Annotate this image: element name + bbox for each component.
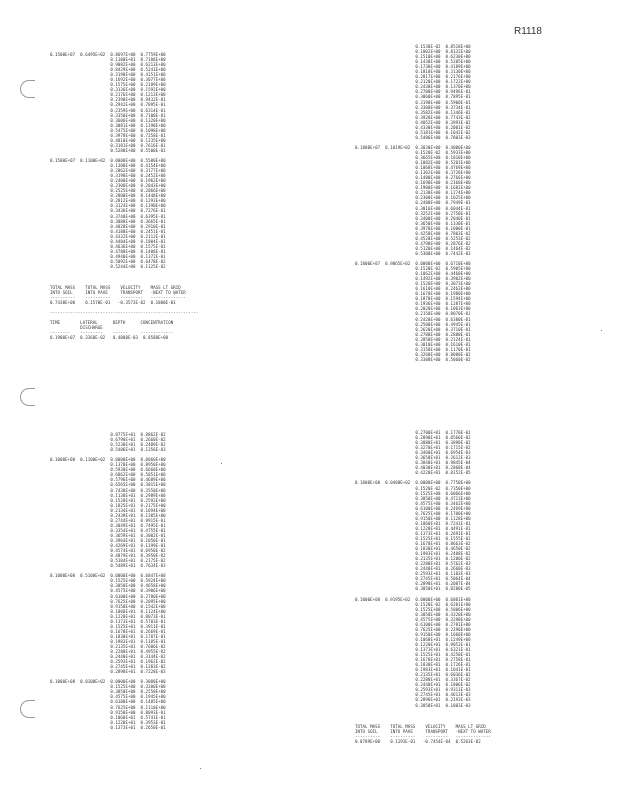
printout-line: 0.2800E+00 0.1448E+00: [50, 193, 166, 199]
printout-line: 0.3978E+00 0.1000E-01: [355, 225, 471, 231]
printout-line: 0.1373E+01 0.2650E-01: [50, 724, 166, 730]
printout-line: 0.1525E+01 0.1555E-01: [355, 535, 471, 541]
printout-line: 0.3050E+00 0.4320E+00: [355, 611, 471, 617]
printout-line: 0.3650E+00 0.1330E-01: [355, 220, 471, 226]
printout-line: 0.2480E+00 0.7949E-01: [355, 200, 471, 206]
printout-line: 0.2176E+00 0.1213E+00: [50, 92, 166, 98]
printout-line: 0.3380E+00 0.5060E-02: [355, 356, 471, 362]
printout-line: 0.1575E+00 0.2189E+00: [50, 82, 166, 88]
printout-line: 0.2593E+01 0.1962E-02: [50, 659, 166, 665]
printout-line: 0.2898E+01 0.2087E-04: [355, 581, 471, 587]
printout-line: 0.1800E+07 0.9065E+02 0.0000E+00 0.6710E+00: [355, 261, 471, 267]
printout-line: 0.4220E+01 0.8152E-05: [355, 470, 471, 476]
printout-line: 0.1520E-02 0.5905E+00: [355, 266, 471, 272]
printout-line: 0.6100E+00 0.2469E+00: [355, 505, 471, 511]
printout-line: 0.6565E+00 0.3815E+00: [50, 482, 166, 488]
printout-line: 0.1800E+07 0.1019E+02 0.3030E+00 0.4000E+00: [355, 144, 471, 150]
printout-line: 0.1220E+01 0.9052E-01: [355, 641, 471, 647]
printout-line: 0.2020E+00 0.1063E+00: [355, 306, 471, 312]
printout-line: 0.1068E+01 0.1249E+00: [355, 636, 471, 642]
printout-line: 0.3650E+01 0.2612E-03: [355, 455, 471, 461]
printout-line: 0.3050E+00 0.2550E+00: [50, 689, 166, 695]
printout-line: 0.3659E+01 0.3002E-01: [50, 532, 166, 538]
printout-line: 0.4574E+01 0.6950E-02: [50, 548, 166, 554]
printout-line: 0.2700E+00 0.9496E-01: [355, 89, 471, 95]
printout-line: 0.8775E+01 0.8862E-02: [50, 432, 166, 437]
printout-line: -------- --------- ------ -------------: [50, 330, 174, 336]
printout-line: 0.3050E+01 0.1003E-03: [355, 702, 471, 708]
printout-line: 0.8789E+00 0.1193E-01 -0.7454E-04 0.5263E-02: [355, 739, 481, 745]
printout-line: 0.3436E+00 0.7276E-01: [50, 208, 166, 214]
printout-line: 0.3124E+00 0.1190E+00: [50, 203, 166, 209]
printout-line: 0.4575E+00 0.3462E+00: [355, 500, 471, 506]
printout-line: 0.3190E+00 0.5900E-01: [355, 99, 471, 105]
printout-line: 0.4940E+00 0.1372E-01: [50, 253, 166, 259]
printout-line: 0.1500E+07 0.1100E+02 0.0000E+00 0.5500E+00: [50, 157, 166, 163]
printout-line: 0.4180E+00 0.2451E-01: [50, 228, 166, 234]
printout-line: 0.1525E+01 0.4250E-01: [355, 652, 471, 658]
printout-line: 0.3252E+00 0.2750E-01: [355, 210, 471, 216]
printout-line: 0.1082E+00 0.5201E+00: [355, 160, 471, 166]
printout-line: 0.3050E+00 0.4713E+00: [355, 495, 471, 501]
printout-line: 0.2135E+01 0.1200E-02: [355, 556, 471, 562]
printout-line: 0.1983E+01 0.2408E-02: [355, 551, 471, 557]
printout-line: 0.1670E+00 0.1980E+00: [355, 291, 471, 297]
printout-line: 0.2620E+00 0.3710E-01: [355, 326, 471, 332]
printout-line: 0.7430E+00 0.1570E-01 -0.3573E-02 0.1800E-01: [50, 300, 176, 306]
printout-line: 0.1068E+01 0.7241E-01: [355, 520, 471, 526]
printout-line: 0.2745E+01 0.4613E-03: [355, 692, 471, 698]
printout-line: TIME LATERAL DEPTH CONCENTRATION: [50, 320, 174, 326]
printout-line: 0.1525E+00 0.6066E+00: [355, 490, 471, 496]
printout-line: 0.3050E+01 0.8280E-05: [355, 586, 471, 592]
printout-line: 0.5300E+00 0.7442E-03: [355, 250, 471, 256]
printout-line: 0.3888E+00 0.3665E-01: [50, 218, 166, 224]
printout-line: 0.1678E+01 0.2758E-01: [355, 657, 471, 663]
printout-line: 0.1525E+01 0.3911E-01: [50, 623, 166, 629]
printout-line: 0.3081E+00 0.1190E+00: [50, 122, 166, 128]
printout-line: 0.4052E+00 0.3991E-02: [355, 119, 471, 125]
printout-line: 0.3080E+01 0.3890E-02: [355, 440, 471, 446]
printout-line: 0.2135E+01 0.7686E-02: [50, 643, 166, 649]
printout-line: 0.1525E+00 0.5924E+00: [50, 578, 166, 584]
printout-line: 0.5244E+00 0.1125E-02: [50, 263, 166, 269]
top-left-summary-block: [50, 285, 198, 341]
printout-line: 0.6862E+00 0.5851E+00: [50, 472, 166, 478]
printout-line: 0.3260E+00 0.8080E-02: [355, 351, 471, 357]
printout-line: 0.5489E+01 0.7634E-03: [50, 563, 166, 569]
speck-mark: [200, 768, 201, 769]
printout-line: 0.1373E+01 0.6321E-01: [355, 647, 471, 653]
printout-line: 0.4028E+00 0.2910E-01: [50, 223, 166, 229]
printout-line: 0.2430E+00 0.1370E+00: [355, 84, 471, 90]
printout-line: 0.2288E+01 0.3367E-02: [355, 677, 471, 683]
printout-line: 0.1810E+00 0.3130E+00: [355, 69, 471, 75]
printout-line: 0.2440E+01 0.2660E-03: [355, 566, 471, 572]
printout-line: 0.2300E+00 0.1025E+00: [355, 195, 471, 201]
bottom-right-summary-block: [355, 724, 491, 744]
printout-line: 0.1300E+00 0.4154E+00: [50, 163, 166, 169]
printout-line: 0.2017E+00 0.2176E+00: [355, 74, 471, 80]
printout-line: 0.5120E+00 0.1464E-02: [355, 245, 471, 251]
printout-line: 0.2398E+00 0.9432E-01: [50, 97, 166, 103]
printout-line: 0.5280E+00 0.5500E-01: [50, 147, 166, 153]
printout-line: 0.1520E-02 0.5933E+00: [355, 149, 471, 155]
printout-line: 0.1530E-02 0.8518E+00: [355, 44, 471, 49]
printout-line: 0.6100E+00 0.1485E+00: [50, 699, 166, 705]
printout-line: 0.1520E+00 0.3073E+00: [355, 281, 471, 287]
printout-line: 0.1068E+01 0.5741E-01: [50, 714, 166, 720]
printout-line: 0.2525E+00 0.2066E+00: [50, 188, 166, 194]
printout-line: 0.1370E+00 0.8950E+00: [50, 462, 166, 468]
printout-line: 0.1520E-02 0.7350E+00: [355, 485, 471, 491]
printout-line: 0.1068E+00 0.4769E+00: [355, 165, 471, 171]
printout-line: 0.4575E+00 0.1945E+00: [50, 694, 166, 700]
printout-line: 0.1000E+08 0.1100E+02 0.0000E+00 0.0060E+00: [50, 457, 166, 463]
printout-line: 0.4790E+00 0.2876E-02: [355, 240, 471, 246]
page-id-label: R1118: [514, 26, 542, 37]
printout-line: 0.1500E+07 0.6495E+02 0.8697E+00 0.7759E+00: [50, 52, 166, 57]
printout-line: 0.2744E+01 0.9915E-01: [50, 517, 166, 523]
printout-line: 0.7625E+00 0.1110E+00: [50, 704, 166, 710]
binder-hole-marker: [20, 700, 35, 718]
printout-line: 0.1525E+00 0.5006E+00: [355, 606, 471, 612]
printout-line: 0.3964E+01 0.1850E-01: [50, 537, 166, 543]
binder-hole-marker: [20, 388, 35, 406]
printout-line: 0.3350E+00 0.7100E-01: [50, 112, 166, 118]
printout-line: 0.2130E+00 0.1274E+00: [355, 190, 471, 196]
printout-line: 0.4330E+00 0.2001E-02: [355, 124, 471, 130]
printout-line: ---------- ---------- --------- --------------: [50, 295, 186, 301]
printout-line: 0.4250E+00 0.7803E-02: [355, 230, 471, 236]
printout-line: 0.7625E+00 0.2290E+00: [355, 626, 471, 632]
printout-line: 0.3181E+00 0.7616E-01: [50, 142, 166, 148]
printout-line: 0.6100E+00 0.2780E+00: [50, 593, 166, 599]
printout-line: 0.2288E+01 0.4955E-02: [50, 649, 166, 655]
printout-line: 0.2745E+01 0.1203E-02: [50, 664, 166, 670]
printout-line: 0.1830E+01 0.1726E-01: [355, 662, 471, 668]
printout-line: 0.2288E+01 0.5762E-03: [355, 561, 471, 567]
printout-line: 0.2308E+00 0.2043E+00: [50, 183, 166, 189]
printout-line: 0.4484E+00 0.1804E-01: [50, 238, 166, 244]
printout-line: 0.3920E+00 0.7743E-02: [355, 114, 471, 120]
printout-line: 0.2134E+01 0.1694E+00: [50, 507, 166, 513]
printout-line: 0.1520E-02 0.6201E+00: [355, 601, 471, 607]
printout-line: 0.7625E+00 0.1700E+00: [355, 510, 471, 516]
printout-line: 0.2812E+00 0.1293E+00: [50, 198, 166, 204]
binder-hole-marker: [20, 80, 35, 98]
printout-line: 0.1528E+01 0.2592E+00: [50, 497, 166, 503]
printout-line: 0.9082E+00 0.6213E+00: [50, 62, 166, 68]
printout-line: 0.6790E+01 0.2660E-02: [50, 437, 166, 443]
printout-line: 0.3016E+00 0.6044E-01: [355, 205, 471, 211]
printout-line: 0.3050E+00 0.4658E+00: [50, 583, 166, 589]
printout-line: 0.4879E+01 0.3950E-02: [50, 553, 166, 559]
printout-line: 0.2400E+00 0.1962E+00: [50, 178, 166, 184]
printout-line: 0.3582E+00 0.1346E-01: [355, 109, 471, 115]
printout-line: 0.4636E+00 0.1575E-01: [50, 243, 166, 249]
printout-line: 0.2359E+00 0.6314E-01: [50, 107, 166, 113]
printout-line: 0.5796E+00 0.4689E+00: [50, 477, 166, 483]
printout-line: 0.1610E+00 0.2463E+00: [355, 286, 471, 292]
printout-line: 0.3606E+00 0.1320E+00: [50, 117, 166, 123]
printout-line: 0.1870E+00 0.1594E+00: [355, 296, 471, 302]
printout-line: 0.1830E+01 0.4650E-02: [355, 546, 471, 552]
printout-line: 0.2780E+00 0.2880E-01: [355, 331, 471, 337]
bottom-right-data-block: [355, 430, 471, 708]
printout-line: 0.2440E+01 0.3144E-02: [50, 654, 166, 660]
printout-line: 0.3198E+00 0.2452E+00: [50, 173, 166, 179]
printout-line: 0.3049E+01 0.7495E-01: [50, 522, 166, 528]
printout-line: 0.1678E+01 0.2669E-01: [50, 628, 166, 634]
printout-line: 0.4575E+00 0.3906E+00: [50, 588, 166, 594]
printout-line: 0.1900E+00 0.1682E+00: [355, 185, 471, 191]
printout-line: 0.1373E+01 0.2691E-01: [355, 530, 471, 536]
top-right-data-block: [355, 44, 471, 362]
printout-line: 0.3150E+00 0.1170E-01: [355, 346, 471, 352]
printout-line: 0.1492E+00 0.3902E+00: [355, 276, 471, 282]
printout-line: 0.5930E+00 0.6660E+00: [50, 467, 166, 473]
printout-line: 0.2440E+01 0.1806E-02: [355, 682, 471, 688]
printout-line: 0.2890E+01 0.8560E-02: [355, 435, 471, 441]
printout-line: 0.7625E+00 0.2095E+00: [50, 598, 166, 604]
printout-line: 0.2062E+00 0.3177E+00: [50, 168, 166, 174]
printout-line: 0.2120E+00 0.1722E+00: [355, 79, 471, 85]
printout-line: 0.1220E+01 0.8073E-01: [50, 613, 166, 619]
printout-line: ---------- ---------- --------- --------------: [355, 734, 491, 740]
printout-line: 0.3198E+00 0.4151E+00: [50, 72, 166, 78]
printout-line: 0.5230E+01 0.2409E-02: [50, 442, 166, 448]
top-left-data-block: [50, 52, 166, 269]
printout-line: 0.4788E+00 0.1408E-01: [50, 248, 166, 254]
printout-line: 0.5486E+01 0.1356E-03: [50, 447, 166, 453]
printout-line: 0.1373E+01 0.5703E-01: [50, 618, 166, 624]
printout-line: 0.3665E+00 0.1810E+00: [355, 155, 471, 161]
printout-line: 0.8429E+00 0.5241E+00: [50, 67, 166, 73]
printout-line: 0.1525E+00 0.3200E+00: [50, 684, 166, 690]
printout-line: 0.2898E+01 0.7228E-03: [50, 669, 166, 675]
printout-line: 0.4575E+00 0.3290E+00: [355, 616, 471, 622]
printout-line: 0.1690E+00 0.2160E+00: [355, 180, 471, 186]
printout-line: 0.1220E+01 0.4491E-01: [355, 525, 471, 531]
printout-line: 0.1002E+00 0.8132E+00: [355, 49, 471, 55]
printout-line: 0.5486E+00 0.7803E-03: [355, 134, 471, 140]
printout-line: 0.4269E+01 0.1199E-01: [50, 543, 166, 549]
printout-line: INTO SOIL INTO PAVE TRANSPORT -NEXT TO WATER: [355, 729, 491, 735]
printout-line: 0.3978E+00 0.7258E-01: [50, 132, 166, 138]
printout-line: 0.3400E+00 0.2040E-01: [355, 215, 471, 221]
printout-line: 0.1830E+01 0.1787E-01: [50, 633, 166, 639]
printout-line: 0.1000E+08 0.9195E+02 0.0000E+00 0.6801E+00: [355, 596, 471, 602]
printout-line: 0.2150E+00 0.8070E-01: [355, 311, 471, 317]
printout-line: 0.9150E+00 0.1128E+00: [355, 515, 471, 521]
printout-line: 0.1480E+00 0.2766E+00: [355, 175, 471, 181]
printout-line: 0.1000E+08 0.5100E+02 0.0000E+00 0.6847E+00: [50, 573, 166, 579]
printout-line: 0.4332E+00 0.2112E-01: [50, 233, 166, 239]
printout-line: 0.1068E+01 0.1124E+00: [50, 608, 166, 614]
printout-line: 0.1138E+01 0.2989E+00: [50, 492, 166, 498]
printout-line: 0.1900E+07 0.3360E-02 0.4000E-03 0.8580E+00: [50, 335, 169, 341]
printout-line: 0.1730E+00 0.4189E+00: [355, 64, 471, 70]
printout-line: 0.2439E+01 0.1305E+00: [50, 512, 166, 518]
printout-line: TOTAL MASS TOTAL MASS VELOCITY MASS LT GRID: [355, 724, 486, 729]
printout-line: 0.1000E+08 0.8100E+02 0.0000E+00 0.3880E+00: [50, 679, 166, 685]
printout-line: 0.1220E+01 0.3953E-01: [50, 719, 166, 725]
printout-line: -----------------------------------------------------------: [50, 310, 199, 316]
printout-line: 0.1000E+08 0.0400E+02 0.0000E+00 0.7750E+00: [355, 480, 471, 486]
printout-line: 0.1936E+00 0.1287E+00: [355, 301, 471, 307]
printout-line: 0.2942E+00 0.7895E-01: [50, 102, 166, 108]
printout-line: 0.3460E+01 0.6954E-03: [355, 450, 471, 456]
printout-line: 0.1692E+00 0.3077E+00: [50, 77, 166, 83]
speck-mark: [221, 463, 222, 464]
printout-line: 0.3136E+00 0.1592E+00: [50, 87, 166, 93]
printout-line: 0.5181E+00 0.1042E-02: [355, 129, 471, 135]
printout-line: 0.5092E+00 0.6478E-02: [50, 258, 166, 264]
printout-line: 0.1062E+00 0.4460E+00: [355, 271, 471, 277]
printout-line: 0.3354E+01 0.4755E-01: [50, 527, 166, 533]
printout-line: 0.2593E+01 0.1183E-03: [355, 571, 471, 577]
printout-line: 0.2850E+00 0.2124E-01: [355, 336, 471, 342]
printout-line: 0.9150E+00 0.8093E-01: [50, 709, 166, 715]
printout-line: 0.3270E+01 0.1715E-02: [355, 445, 471, 451]
printout-line: 0.4810E+00 0.1235E+00: [50, 137, 166, 143]
printout-line: 0.1678E+01 0.8663E-02: [355, 541, 471, 547]
printout-line: 0.2593E+01 0.9311E-03: [355, 687, 471, 693]
printout-line: 0.2135E+01 0.6036E-02: [355, 672, 471, 678]
bottom-left-data-block: [50, 432, 166, 730]
printout-line: 0.4030E+01 0.2860E-04: [355, 465, 471, 471]
printout-line: 0.2420E+00 0.6380E-01: [355, 316, 471, 322]
printout-line: 0.9150E+00 0.1660E+00: [355, 631, 471, 637]
printout-line: 0.1510E+00 0.6230E+00: [355, 54, 471, 60]
speck-mark: [601, 330, 602, 331]
printout-line: 0.5475E+00 0.1098E+00: [50, 127, 166, 133]
printout-line: 0.6100E+00 0.2781E+00: [355, 621, 471, 627]
printout-line: 0.1430E+00 0.5205E+00: [355, 59, 471, 65]
printout-line: 0.2745E+01 0.5064E-04: [355, 576, 471, 582]
printout-line: 0.3300E+00 0.3734E-01: [355, 104, 471, 110]
printout-line: 0.1302E+00 0.3728E+00: [355, 170, 471, 176]
printout-line: 0.9150E+00 0.1542E+00: [50, 603, 166, 609]
printout-line: 0.2500E+00 0.4945E-01: [355, 321, 471, 327]
printout-line: 0.2898E+01 0.2193E-03: [355, 697, 471, 703]
printout-line: TOTAL MASS TOTAL MASS VELOCITY MASS LT GRID: [50, 285, 181, 290]
printout-line: 0.3840E+01 0.9045E-04: [355, 460, 471, 466]
printout-line: 0.3010E+00 0.1610E-01: [355, 341, 471, 347]
printout-line: 0.2700E+01 0.1770E-01: [355, 430, 471, 435]
printout-line: DISCHARGE: [50, 325, 103, 331]
printout-line: 0.1825E+01 0.2175E+00: [50, 502, 166, 508]
printout-line: INTO SOIL INTO PAVE TRANSPORT -NEXT TO WATER: [50, 290, 186, 296]
printout-line: 0.3060E+00 0.7895E-01: [355, 94, 471, 100]
printout-line: 0.7430E+00 0.3550E+00: [50, 487, 166, 493]
printout-line: 0.3748E+00 0.6395E-01: [50, 213, 166, 219]
printout-line: 0.5184E+01 0.2175E-02: [50, 558, 166, 564]
printout-line: 0.1983E+01 0.1185E-01: [50, 638, 166, 644]
printout-line: 0.1983E+01 0.1041E-01: [355, 667, 471, 673]
printout-line: 0.1100E+01 0.7188E+00: [50, 57, 166, 63]
printout-line: 0.4520E+00 0.5253E-02: [355, 235, 471, 241]
